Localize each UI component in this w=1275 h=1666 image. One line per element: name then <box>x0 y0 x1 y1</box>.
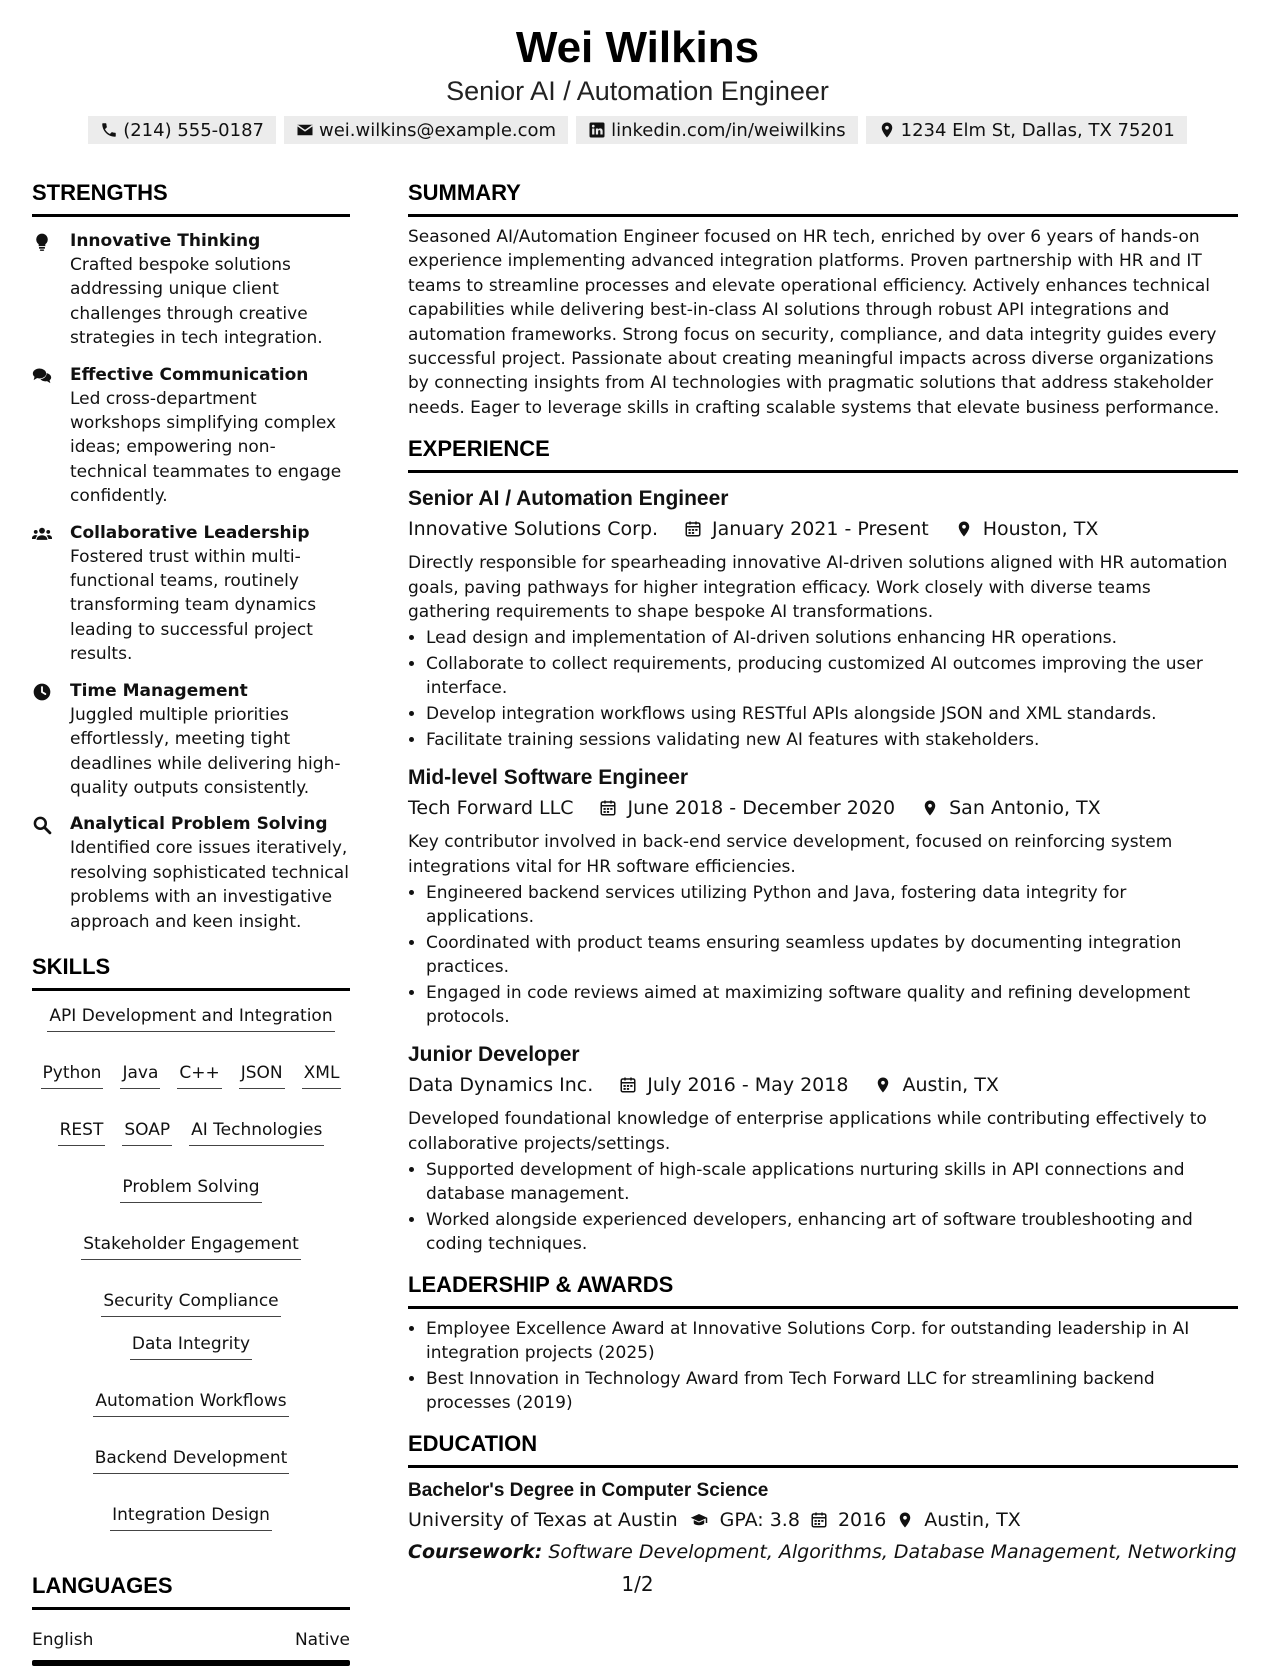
strength-description: Fostered trust within multi-functional teams, routinely transforming team dynamics leading to successful project results. <box>70 546 317 665</box>
strength-item <box>32 679 350 801</box>
skill-tag: Backend Development <box>93 1445 290 1474</box>
job-entry <box>408 485 1238 752</box>
calendar-icon <box>619 1076 637 1094</box>
job-dates: July 2016 - May 2018 <box>647 1074 849 1097</box>
job-entry <box>408 1041 1238 1256</box>
job-title: Junior Developer <box>408 1043 580 1067</box>
strength-item <box>32 521 350 667</box>
calendar-icon <box>599 799 617 817</box>
comments-icon <box>32 366 52 386</box>
map-pin-icon <box>878 121 896 139</box>
award-item: • Employee Excellence Award at Innovative Solutions Corp. for outstanding leadership in AI integration projects (2025) <box>426 1317 1238 1365</box>
job-meta <box>408 1071 1238 1099</box>
job-meta <box>408 794 1238 822</box>
job-title: Mid-level Software Engineer <box>408 766 689 790</box>
job-entry <box>408 764 1238 1029</box>
strength-description: Identified core issues iteratively, resolving sophisticated technical problems with an investigative approach and keen insight. <box>70 838 349 932</box>
skill-tag: AI Technologies <box>189 1117 324 1146</box>
map-pin-icon <box>955 520 973 538</box>
skill-tag: REST <box>58 1117 106 1146</box>
linkedin-icon <box>588 121 606 139</box>
email-chip[interactable] <box>284 116 568 144</box>
language-proficiency-bar <box>32 1660 350 1666</box>
job-dates: June 2018 - December 2020 <box>627 797 896 820</box>
strength-title: Innovative Thinking <box>70 231 261 251</box>
job-bullets <box>408 626 1238 752</box>
education-year: 2016 <box>837 1509 887 1532</box>
left-column <box>32 178 350 1666</box>
job-title: Senior AI / Automation Engineer <box>408 487 729 511</box>
education-location: Austin, TX <box>924 1509 1021 1532</box>
job-bullet: • Facilitate training sessions validating new AI features with stakeholders. <box>426 728 1238 752</box>
job-location: Houston, TX <box>982 518 1099 541</box>
job-bullet: • Engaged in code reviews aimed at maximizing software quality and refining development protocols. <box>426 981 1238 1029</box>
address-chip <box>866 116 1187 144</box>
right-column <box>408 178 1238 1566</box>
strength-description: Led cross-department workshops simplifying complex ideas; empowering non-technical teammates to engage confidently. <box>70 388 342 507</box>
skill-tag: C++ <box>177 1060 221 1089</box>
job-company: Tech Forward LLC <box>408 797 574 820</box>
job-meta <box>408 515 1238 543</box>
skill-tag: Security Compliance <box>101 1288 280 1317</box>
award-item: • Best Innovation in Technology Award from Tech Forward LLC for streamlining backend processes (2019) <box>426 1367 1238 1415</box>
strength-item <box>32 812 350 934</box>
summary-heading: SUMMARY <box>408 178 1238 217</box>
strength-item <box>32 363 350 509</box>
job-dates: January 2021 - Present <box>712 518 929 541</box>
map-pin-icon <box>874 1076 892 1094</box>
phone-text: (214) 555-0187 <box>123 119 264 141</box>
skill-tag: Java <box>120 1060 160 1089</box>
skills-heading: SKILLS <box>32 952 350 991</box>
map-pin-icon <box>921 799 939 817</box>
job-bullets <box>408 1158 1238 1256</box>
strength-description: Juggled multiple priorities effortlessly, meeting tight deadlines while delivering high-quality outputs consistently. <box>70 704 341 798</box>
strength-title: Collaborative Leadership <box>70 522 310 543</box>
coursework-text: Software Development, Algorithms, Database Management, Networking <box>548 1541 1237 1564</box>
job-bullet: • Collaborate to collect requirements, producing customized AI outcomes improving the user interface. <box>426 652 1238 700</box>
strengths-list <box>32 229 350 934</box>
strengths-heading: STRENGTHS <box>32 178 350 217</box>
job-bullet: • Supported development of high-scale applications nurturing skills in API connections and database management. <box>426 1158 1238 1206</box>
skill-tag: Python <box>41 1060 104 1089</box>
skill-tag: JSON <box>239 1060 285 1089</box>
candidate-title: Senior AI / Automation Engineer <box>446 76 829 106</box>
education-coursework <box>408 1538 1238 1566</box>
languages-heading: LANGUAGES <box>32 1571 350 1610</box>
job-company: Innovative Solutions Corp. <box>408 518 659 541</box>
strength-description: Crafted bespoke solutions addressing unique client challenges through creative strategies in tech integration. <box>70 255 323 349</box>
leadership-heading: LEADERSHIP & AWARDS <box>408 1270 1238 1309</box>
strength-title: Analytical Problem Solving <box>70 814 328 835</box>
contact-bar <box>0 116 1275 144</box>
phone-chip[interactable] <box>88 116 276 144</box>
education-heading: EDUCATION <box>408 1429 1238 1468</box>
skill-tag: Automation Workflows <box>93 1388 288 1417</box>
language-name: English <box>32 1629 94 1650</box>
email-text: wei.wilkins@example.com <box>319 119 557 141</box>
skill-tag: API Development and Integration <box>47 1003 334 1032</box>
strength-title: Time Management <box>70 680 248 701</box>
lightbulb-icon <box>32 232 52 252</box>
phone-icon <box>100 121 118 139</box>
education-gpa: GPA: 3.8 <box>719 1509 800 1532</box>
leadership-list <box>408 1317 1238 1415</box>
skill-tag: XML <box>302 1060 342 1089</box>
address-text: 1234 Elm St, Dallas, TX 75201 <box>900 119 1175 141</box>
summary-text: Seasoned AI/Automation Engineer focused on HR tech, enriched by over 6 years of hands-on experience implementing advanced integration platforms. Proven partnership with HR and IT teams to streamline processes and elevate operational efficiency. Actively enhances technical capabilities while delivering best-in-class AI solutions through robust API integrations and automation frameworks. Strong focus on security, compliance, and data integrity guides every successful project. Passionate about creating meaningful impacts across diverse organizations by connecting insights from AI technologies with pragmatic solutions that address stakeholder needs. Eager to leverage skills in crafting scalable systems that elevate business performance. <box>408 227 1220 418</box>
job-bullet: • Engineered backend services utilizing Python and Java, fostering data integrity for applications. <box>426 881 1238 929</box>
graduation-cap-icon <box>688 1511 710 1529</box>
resume-header <box>0 20 1275 144</box>
education-meta <box>408 1506 1238 1534</box>
job-bullet: • Worked alongside experienced developers, enhancing art of software troubleshooting and coding techniques. <box>426 1208 1238 1256</box>
job-summary: Directly responsible for spearheading innovative AI-driven solutions aligned with HR automation goals, paving pathways for higher integration efficacy. Work closely with diverse teams gathering requirements to shape bespoke AI transformations. <box>408 553 1228 623</box>
job-bullet: • Develop integration workflows using RESTful APIs alongside JSON and XML standards. <box>426 702 1238 726</box>
search-icon <box>32 815 52 835</box>
skills-list <box>32 1003 350 1531</box>
language-level: Native <box>294 1629 350 1650</box>
experience-heading: EXPERIENCE <box>408 434 1238 473</box>
skill-tag: Problem Solving <box>120 1174 261 1203</box>
candidate-name: Wei Wilkins <box>515 23 760 72</box>
language-row <box>32 1628 350 1652</box>
linkedin-text: linkedin.com/in/weiwilkins <box>611 119 846 141</box>
job-bullet: • Lead design and implementation of AI-driven solutions enhancing HR operations. <box>426 626 1238 650</box>
job-bullets <box>408 881 1238 1029</box>
job-location: Austin, TX <box>902 1074 999 1097</box>
job-summary: Developed foundational knowledge of enterprise applications while contributing effectively to collaborative projects/settings. <box>408 1109 1207 1154</box>
strength-item <box>32 229 350 351</box>
linkedin-chip[interactable] <box>576 116 858 144</box>
clock-icon <box>32 682 52 702</box>
job-location: San Antonio, TX <box>949 797 1101 820</box>
map-pin-icon <box>896 1511 914 1529</box>
education-school: University of Texas at Austin <box>408 1509 678 1532</box>
education-degree: Bachelor's Degree in Computer Science <box>408 1480 769 1502</box>
strength-title: Effective Communication <box>70 364 309 385</box>
skill-tag: Data Integrity <box>130 1331 252 1360</box>
coursework-label: Coursework: <box>408 1541 543 1564</box>
job-company: Data Dynamics Inc. <box>408 1074 594 1097</box>
job-bullet: • Coordinated with product teams ensuring seamless updates by documenting integration practices. <box>426 931 1238 979</box>
calendar-icon <box>684 520 702 538</box>
job-summary: Key contributor involved in back-end service development, focused on reinforcing system integrations vital for HR software efficiencies. <box>408 832 1173 877</box>
envelope-icon <box>296 121 314 139</box>
skill-tag: SOAP <box>122 1117 172 1146</box>
skill-tag: Integration Design <box>110 1502 272 1531</box>
skill-tag: Stakeholder Engagement <box>81 1231 301 1260</box>
users-icon <box>32 524 52 544</box>
page-number: 1/2 <box>621 1572 654 1596</box>
calendar-icon <box>810 1511 828 1529</box>
